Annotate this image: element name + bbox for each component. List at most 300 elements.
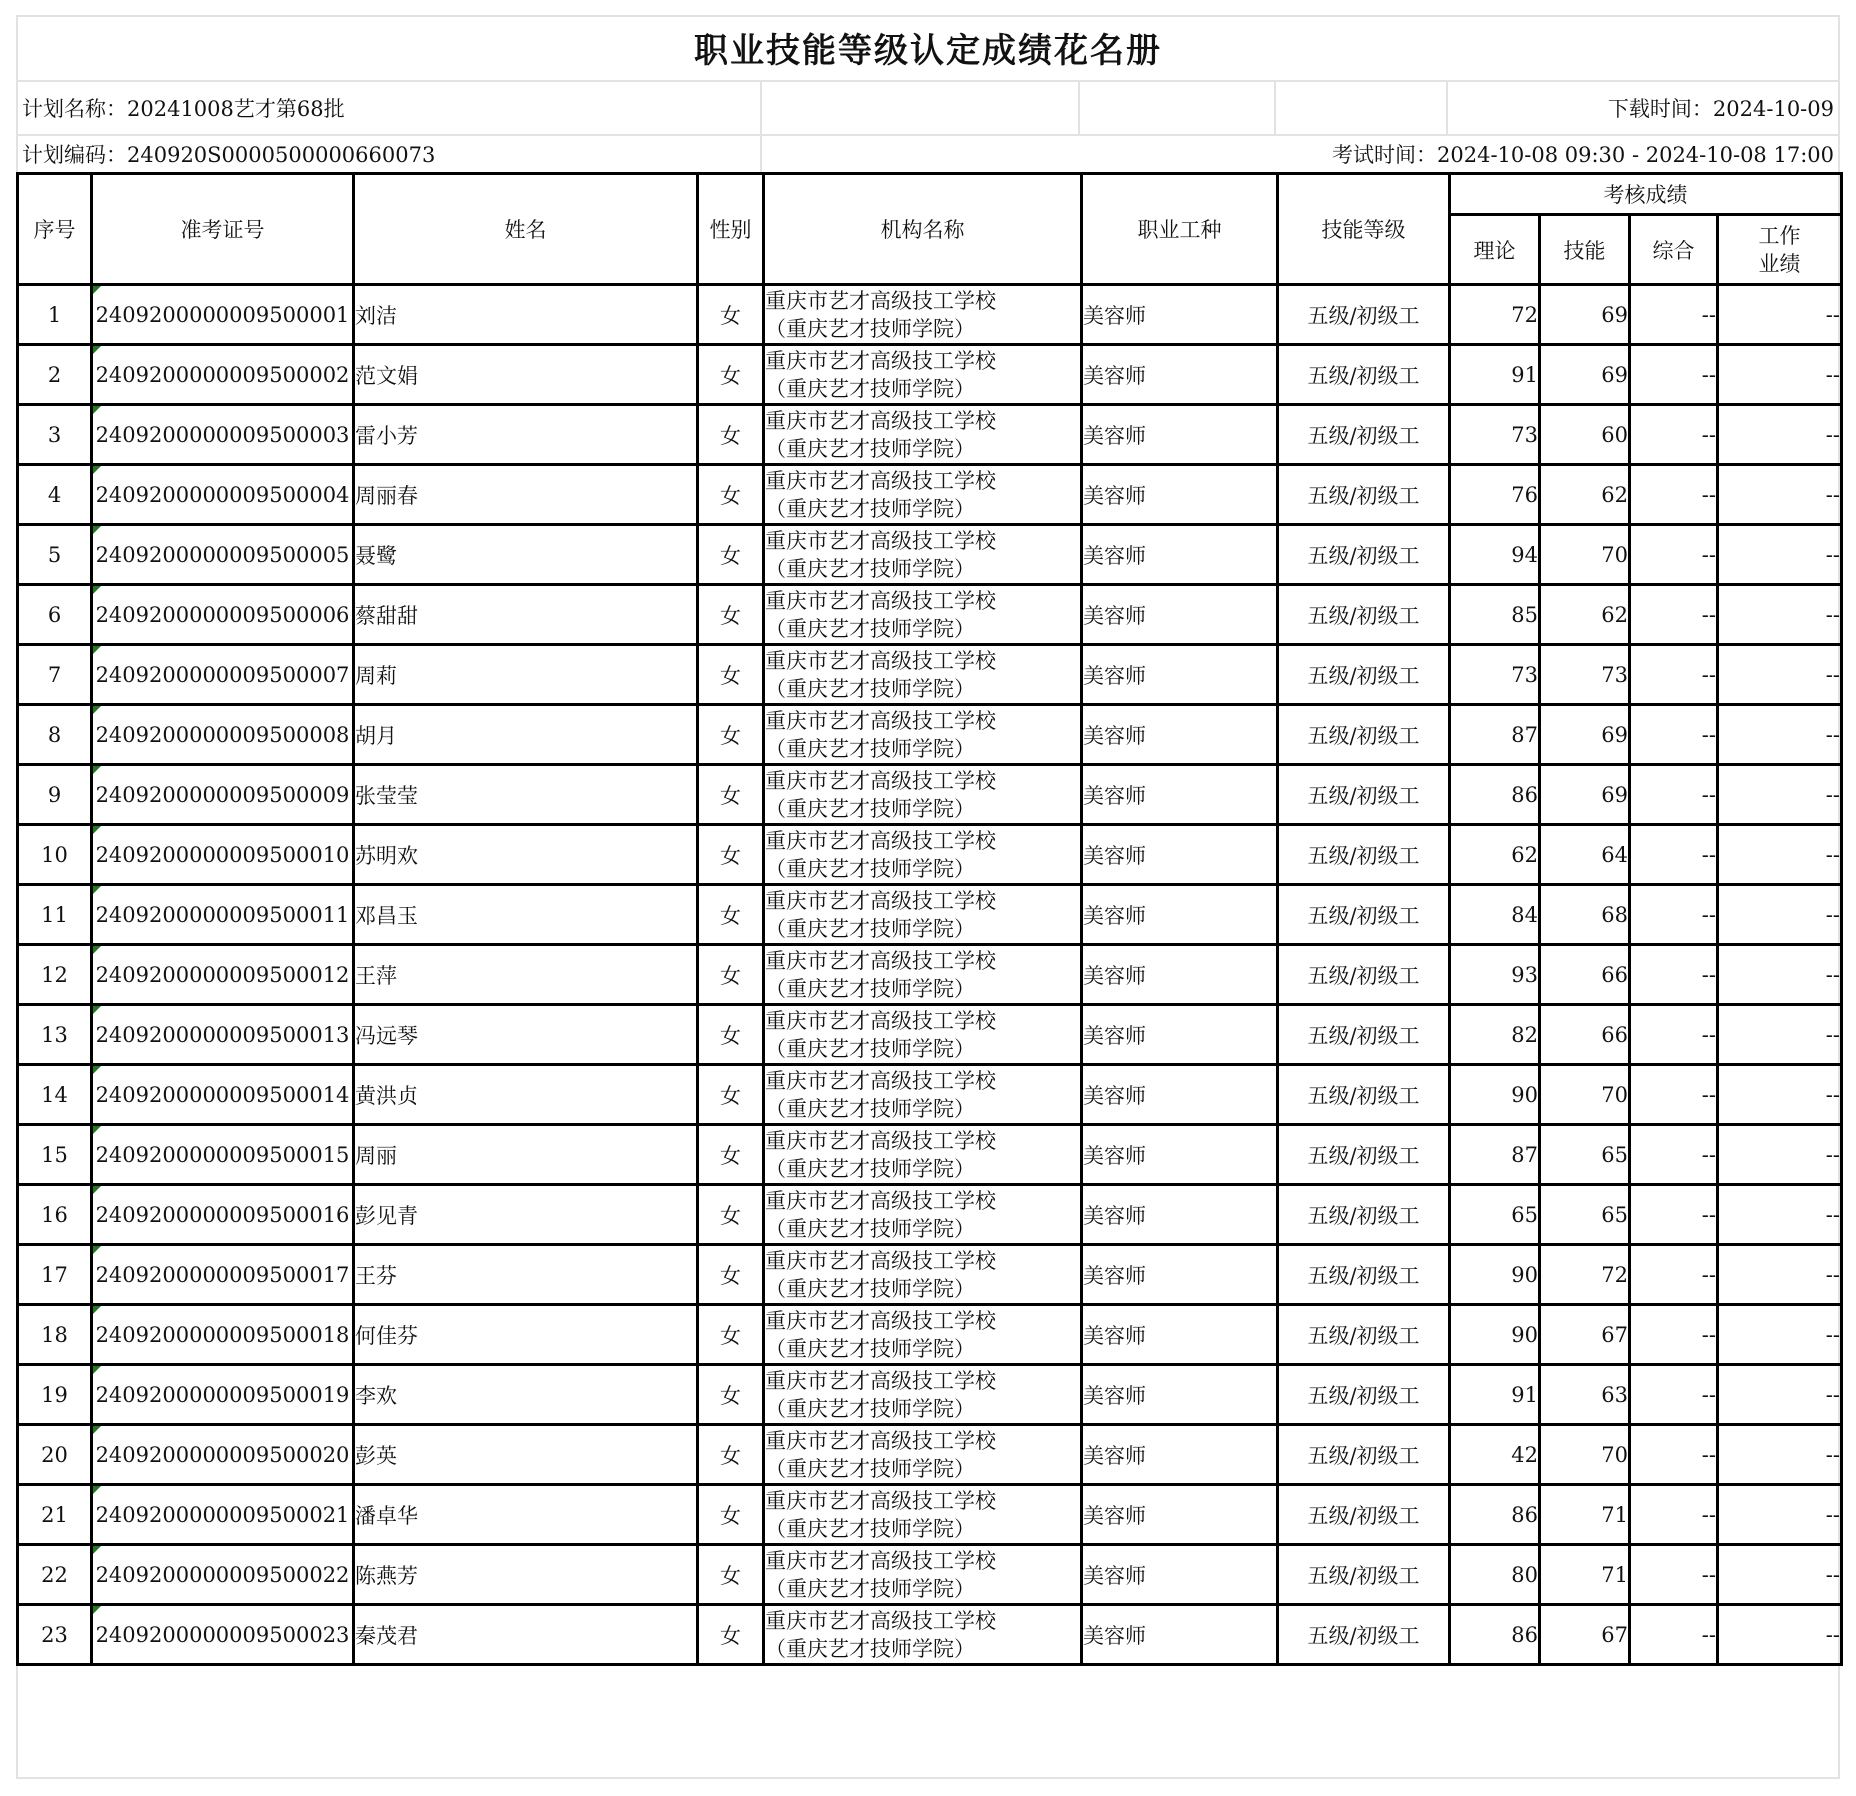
cell-work-performance: -- <box>1718 1005 1842 1065</box>
org-line2: （重庆艺才技师学院） <box>765 1036 975 1061</box>
text-format-marker-icon <box>93 1306 101 1314</box>
text-format-marker-icon <box>93 1366 101 1374</box>
col-header-seq: 序号 <box>18 174 92 285</box>
cell-level: 五级/初级工 <box>1278 585 1450 645</box>
cell-skill: 65 <box>1540 1185 1630 1245</box>
cell-exam-id[interactable]: 2409200000009500018 <box>92 1305 354 1365</box>
cell-org <box>764 285 1082 345</box>
text-format-marker-icon <box>93 1006 101 1014</box>
work-line2: 业绩 <box>1758 251 1801 276</box>
org-line2: （重庆艺才技师学院） <box>765 916 975 941</box>
cell-seq: 20 <box>18 1425 92 1485</box>
cell-occupation: 美容师 <box>1082 945 1278 1005</box>
cell-skill: 72 <box>1540 1245 1630 1305</box>
cell-occupation: 美容师 <box>1082 405 1278 465</box>
cell-org <box>764 405 1082 465</box>
cell-occupation: 美容师 <box>1082 1185 1278 1245</box>
org-line1: 重庆市艺才高级技工学校 <box>765 948 996 973</box>
cell-name: 秦茂君 <box>354 1605 698 1665</box>
cell-seq: 2 <box>18 345 92 405</box>
cell-skill: 65 <box>1540 1125 1630 1185</box>
cell-org <box>764 825 1082 885</box>
cell-level: 五级/初级工 <box>1278 405 1450 465</box>
cell-overall: -- <box>1630 1005 1718 1065</box>
cell-overall: -- <box>1630 1425 1718 1485</box>
cell-theory: 82 <box>1450 1005 1540 1065</box>
cell-exam-id[interactable]: 2409200000009500013 <box>92 1005 354 1065</box>
cell-exam-id[interactable]: 2409200000009500010 <box>92 825 354 885</box>
cell-theory: 91 <box>1450 1365 1540 1425</box>
table-row <box>18 285 1842 345</box>
cell-occupation: 美容师 <box>1082 825 1278 885</box>
cell-gender: 女 <box>698 285 764 345</box>
cell-gender: 女 <box>698 465 764 525</box>
col-header-work-performance <box>1718 215 1842 285</box>
cell-seq: 13 <box>18 1005 92 1065</box>
text-format-marker-icon <box>93 286 101 294</box>
cell-gender: 女 <box>698 705 764 765</box>
org-line1: 重庆市艺才高级技工学校 <box>765 1368 996 1393</box>
cell-theory: 84 <box>1450 885 1540 945</box>
table-row <box>18 765 1842 825</box>
org-line2: （重庆艺才技师学院） <box>765 496 975 521</box>
cell-seq: 12 <box>18 945 92 1005</box>
cell-work-performance: -- <box>1718 1245 1842 1305</box>
org-line1: 重庆市艺才高级技工学校 <box>765 648 996 673</box>
cell-occupation: 美容师 <box>1082 285 1278 345</box>
cell-gender: 女 <box>698 1365 764 1425</box>
cell-skill: 66 <box>1540 1005 1630 1065</box>
cell-seq: 17 <box>18 1245 92 1305</box>
cell-work-performance: -- <box>1718 945 1842 1005</box>
cell-theory: 62 <box>1450 825 1540 885</box>
org-line2: （重庆艺才技师学院） <box>765 976 975 1001</box>
cell-occupation: 美容师 <box>1082 1065 1278 1125</box>
cell-occupation: 美容师 <box>1082 885 1278 945</box>
cell-gender: 女 <box>698 345 764 405</box>
info-row-plan-code <box>16 136 1840 172</box>
org-line1: 重庆市艺才高级技工学校 <box>765 348 996 373</box>
table-row <box>18 705 1842 765</box>
cell-name: 彭见青 <box>354 1185 698 1245</box>
cell-name: 陈燕芳 <box>354 1545 698 1605</box>
cell-gender: 女 <box>698 765 764 825</box>
cell-name: 何佳芬 <box>354 1305 698 1365</box>
cell-occupation: 美容师 <box>1082 765 1278 825</box>
cell-overall: -- <box>1630 1125 1718 1185</box>
cell-seq: 22 <box>18 1545 92 1605</box>
cell-work-performance: -- <box>1718 1365 1842 1425</box>
cell-exam-id[interactable]: 2409200000009500007 <box>92 645 354 705</box>
org-line1: 重庆市艺才高级技工学校 <box>765 1068 996 1093</box>
cell-level: 五级/初级工 <box>1278 1485 1450 1545</box>
cell-level: 五级/初级工 <box>1278 285 1450 345</box>
cell-level: 五级/初级工 <box>1278 1245 1450 1305</box>
cell-overall: -- <box>1630 1545 1718 1605</box>
cell-gender: 女 <box>698 1125 764 1185</box>
cell-level: 五级/初级工 <box>1278 945 1450 1005</box>
cell-occupation: 美容师 <box>1082 705 1278 765</box>
cell-seq: 1 <box>18 285 92 345</box>
cell-gender: 女 <box>698 1545 764 1605</box>
table-row <box>18 1485 1842 1545</box>
table-row <box>18 645 1842 705</box>
cell-theory: 76 <box>1450 465 1540 525</box>
cell-org <box>764 885 1082 945</box>
grid-divider <box>1078 82 1080 134</box>
cell-exam-id[interactable]: 2409200000009500014 <box>92 1065 354 1125</box>
org-line2: （重庆艺才技师学院） <box>765 1576 975 1601</box>
org-line1: 重庆市艺才高级技工学校 <box>765 768 996 793</box>
cell-org <box>764 465 1082 525</box>
cell-work-performance: -- <box>1718 825 1842 885</box>
cell-exam-id[interactable]: 2409200000009500004 <box>92 465 354 525</box>
cell-exam-id[interactable]: 2409200000009500001 <box>92 285 354 345</box>
cell-org <box>764 1005 1082 1065</box>
text-format-marker-icon <box>93 1606 101 1614</box>
cell-name: 李欢 <box>354 1365 698 1425</box>
org-line2: （重庆艺才技师学院） <box>765 676 975 701</box>
org-line1: 重庆市艺才高级技工学校 <box>765 828 996 853</box>
org-line2: （重庆艺才技师学院） <box>765 1216 975 1241</box>
col-header-exam-id: 准考证号 <box>92 174 354 285</box>
cell-occupation: 美容师 <box>1082 525 1278 585</box>
table-row <box>18 585 1842 645</box>
cell-overall: -- <box>1630 1245 1718 1305</box>
cell-org <box>764 1125 1082 1185</box>
org-line2: （重庆艺才技师学院） <box>765 736 975 761</box>
cell-skill: 73 <box>1540 645 1630 705</box>
cell-gender: 女 <box>698 1485 764 1545</box>
cell-theory: 73 <box>1450 645 1540 705</box>
cell-org <box>764 705 1082 765</box>
cell-gender: 女 <box>698 945 764 1005</box>
org-line1: 重庆市艺才高级技工学校 <box>765 528 996 553</box>
table-row <box>18 1065 1842 1125</box>
cell-work-performance: -- <box>1718 285 1842 345</box>
cell-seq: 15 <box>18 1125 92 1185</box>
grid-divider <box>1274 82 1276 134</box>
cell-work-performance: -- <box>1718 1065 1842 1125</box>
org-line2: （重庆艺才技师学院） <box>765 1336 975 1361</box>
cell-exam-id[interactable]: 2409200000009500019 <box>92 1365 354 1425</box>
cell-overall: -- <box>1630 645 1718 705</box>
cell-org <box>764 1185 1082 1245</box>
table-row <box>18 1305 1842 1365</box>
cell-skill: 69 <box>1540 705 1630 765</box>
cell-gender: 女 <box>698 885 764 945</box>
cell-exam-id[interactable]: 2409200000009500020 <box>92 1425 354 1485</box>
cell-occupation: 美容师 <box>1082 1425 1278 1485</box>
cell-level: 五级/初级工 <box>1278 1425 1450 1485</box>
col-header-occupation: 职业工种 <box>1082 174 1278 285</box>
cell-level: 五级/初级工 <box>1278 645 1450 705</box>
cell-work-performance: -- <box>1718 1305 1842 1365</box>
cell-theory: 91 <box>1450 345 1540 405</box>
work-line1: 工作 <box>1758 223 1801 248</box>
cell-org <box>764 645 1082 705</box>
text-format-marker-icon <box>93 886 101 894</box>
cell-seq: 21 <box>18 1485 92 1545</box>
cell-work-performance: -- <box>1718 585 1842 645</box>
cell-name: 邓昌玉 <box>354 885 698 945</box>
cell-gender: 女 <box>698 825 764 885</box>
text-format-marker-icon <box>93 706 101 714</box>
cell-overall: -- <box>1630 1185 1718 1245</box>
cell-name: 冯远琴 <box>354 1005 698 1065</box>
cell-level: 五级/初级工 <box>1278 1005 1450 1065</box>
table-row <box>18 1245 1842 1305</box>
org-line1: 重庆市艺才高级技工学校 <box>765 1428 996 1453</box>
cell-gender: 女 <box>698 645 764 705</box>
col-header-overall: 综合 <box>1630 215 1718 285</box>
table-row <box>18 465 1842 525</box>
cell-level: 五级/初级工 <box>1278 345 1450 405</box>
cell-work-performance: -- <box>1718 345 1842 405</box>
cell-level: 五级/初级工 <box>1278 1365 1450 1425</box>
cell-org <box>764 1485 1082 1545</box>
cell-work-performance: -- <box>1718 465 1842 525</box>
table-row <box>18 1005 1842 1065</box>
cell-exam-id[interactable]: 2409200000009500008 <box>92 705 354 765</box>
download-time: 下载时间：2024-10-09 <box>1607 97 1834 121</box>
cell-name: 苏明欢 <box>354 825 698 885</box>
cell-exam-id[interactable]: 2409200000009500003 <box>92 405 354 465</box>
cell-exam-id[interactable]: 2409200000009500015 <box>92 1125 354 1185</box>
col-header-scores-group: 考核成绩 <box>1450 174 1842 215</box>
col-header-name: 姓名 <box>354 174 698 285</box>
cell-theory: 90 <box>1450 1245 1540 1305</box>
cell-exam-id[interactable]: 2409200000009500006 <box>92 585 354 645</box>
cell-skill: 69 <box>1540 765 1630 825</box>
org-line1: 重庆市艺才高级技工学校 <box>765 588 996 613</box>
cell-work-performance: -- <box>1718 1185 1842 1245</box>
cell-exam-id[interactable]: 2409200000009500023 <box>92 1605 354 1665</box>
cell-seq: 23 <box>18 1605 92 1665</box>
org-line2: （重庆艺才技师学院） <box>765 556 975 581</box>
cell-work-performance: -- <box>1718 1125 1842 1185</box>
table-row <box>18 1365 1842 1425</box>
org-line2: （重庆艺才技师学院） <box>765 1636 975 1661</box>
cell-overall: -- <box>1630 705 1718 765</box>
cell-skill: 71 <box>1540 1485 1630 1545</box>
cell-seq: 9 <box>18 765 92 825</box>
org-line1: 重庆市艺才高级技工学校 <box>765 1008 996 1033</box>
text-format-marker-icon <box>93 826 101 834</box>
text-format-marker-icon <box>93 526 101 534</box>
cell-org <box>764 1365 1082 1425</box>
cell-overall: -- <box>1630 765 1718 825</box>
cell-exam-id[interactable]: 2409200000009500022 <box>92 1545 354 1605</box>
cell-overall: -- <box>1630 465 1718 525</box>
cell-theory: 87 <box>1450 1125 1540 1185</box>
plan-code: 计划编码：240920S0000500000660073 <box>22 143 436 167</box>
cell-gender: 女 <box>698 1065 764 1125</box>
col-header-org: 机构名称 <box>764 174 1082 285</box>
cell-name: 聂鹭 <box>354 525 698 585</box>
cell-work-performance: -- <box>1718 645 1842 705</box>
cell-name: 张莹莹 <box>354 765 698 825</box>
cell-name: 刘洁 <box>354 285 698 345</box>
text-format-marker-icon <box>93 946 101 954</box>
table-row <box>18 885 1842 945</box>
roster-body <box>18 285 1842 1665</box>
cell-theory: 90 <box>1450 1065 1540 1125</box>
org-line2: （重庆艺才技师学院） <box>765 1456 975 1481</box>
cell-occupation: 美容师 <box>1082 1545 1278 1605</box>
cell-seq: 5 <box>18 525 92 585</box>
cell-level: 五级/初级工 <box>1278 1305 1450 1365</box>
org-line2: （重庆艺才技师学院） <box>765 316 975 341</box>
cell-theory: 85 <box>1450 585 1540 645</box>
org-line2: （重庆艺才技师学院） <box>765 1276 975 1301</box>
text-format-marker-icon <box>93 586 101 594</box>
cell-org <box>764 585 1082 645</box>
cell-seq: 11 <box>18 885 92 945</box>
org-line1: 重庆市艺才高级技工学校 <box>765 1608 996 1633</box>
cell-occupation: 美容师 <box>1082 1605 1278 1665</box>
cell-occupation: 美容师 <box>1082 1005 1278 1065</box>
table-row <box>18 345 1842 405</box>
cell-org <box>764 765 1082 825</box>
cell-exam-id[interactable]: 2409200000009500005 <box>92 525 354 585</box>
cell-exam-id[interactable]: 2409200000009500002 <box>92 345 354 405</box>
org-line2: （重庆艺才技师学院） <box>765 436 975 461</box>
cell-occupation: 美容师 <box>1082 1125 1278 1185</box>
cell-seq: 4 <box>18 465 92 525</box>
cell-occupation: 美容师 <box>1082 1305 1278 1365</box>
cell-overall: -- <box>1630 525 1718 585</box>
cell-exam-id[interactable]: 2409200000009500021 <box>92 1485 354 1545</box>
cell-level: 五级/初级工 <box>1278 1185 1450 1245</box>
cell-name: 蔡甜甜 <box>354 585 698 645</box>
cell-occupation: 美容师 <box>1082 465 1278 525</box>
cell-theory: 93 <box>1450 945 1540 1005</box>
cell-gender: 女 <box>698 1005 764 1065</box>
text-format-marker-icon <box>93 1486 101 1494</box>
col-header-theory: 理论 <box>1450 215 1540 285</box>
cell-theory: 86 <box>1450 1605 1540 1665</box>
cell-level: 五级/初级工 <box>1278 885 1450 945</box>
cell-seq: 14 <box>18 1065 92 1125</box>
table-row <box>18 1185 1842 1245</box>
grid-divider <box>760 82 762 134</box>
text-format-marker-icon <box>93 466 101 474</box>
cell-theory: 80 <box>1450 1545 1540 1605</box>
table-row <box>18 825 1842 885</box>
text-format-marker-icon <box>93 1066 101 1074</box>
cell-skill: 69 <box>1540 285 1630 345</box>
cell-org <box>764 1065 1082 1125</box>
cell-org <box>764 345 1082 405</box>
cell-overall: -- <box>1630 405 1718 465</box>
cell-gender: 女 <box>698 1305 764 1365</box>
cell-name: 周丽 <box>354 1125 698 1185</box>
cell-seq: 16 <box>18 1185 92 1245</box>
cell-gender: 女 <box>698 1245 764 1305</box>
org-line1: 重庆市艺才高级技工学校 <box>765 468 996 493</box>
cell-overall: -- <box>1630 585 1718 645</box>
org-line2: （重庆艺才技师学院） <box>765 616 975 641</box>
cell-occupation: 美容师 <box>1082 345 1278 405</box>
cell-level: 五级/初级工 <box>1278 825 1450 885</box>
cell-theory: 42 <box>1450 1425 1540 1485</box>
cell-theory: 90 <box>1450 1305 1540 1365</box>
cell-skill: 67 <box>1540 1305 1630 1365</box>
cell-seq: 19 <box>18 1365 92 1425</box>
cell-work-performance: -- <box>1718 765 1842 825</box>
org-line2: （重庆艺才技师学院） <box>765 1396 975 1421</box>
cell-overall: -- <box>1630 345 1718 405</box>
cell-level: 五级/初级工 <box>1278 1545 1450 1605</box>
text-format-marker-icon <box>93 1186 101 1194</box>
score-roster-table <box>16 172 1843 1666</box>
cell-exam-id[interactable]: 2409200000009500016 <box>92 1185 354 1245</box>
org-line2: （重庆艺才技师学院） <box>765 376 975 401</box>
cell-exam-id[interactable]: 2409200000009500009 <box>92 765 354 825</box>
cell-theory: 94 <box>1450 525 1540 585</box>
cell-name: 潘卓华 <box>354 1485 698 1545</box>
cell-work-performance: -- <box>1718 405 1842 465</box>
org-line1: 重庆市艺才高级技工学校 <box>765 1128 996 1153</box>
header-row <box>18 174 1842 215</box>
col-header-gender: 性别 <box>698 174 764 285</box>
page-title: 职业技能等级认定成绩花名册 <box>16 15 1840 82</box>
cell-seq: 10 <box>18 825 92 885</box>
text-format-marker-icon <box>93 1546 101 1554</box>
cell-seq: 18 <box>18 1305 92 1365</box>
cell-org <box>764 1545 1082 1605</box>
org-line1: 重庆市艺才高级技工学校 <box>765 1548 996 1573</box>
org-line1: 重庆市艺才高级技工学校 <box>765 1488 996 1513</box>
cell-exam-id[interactable]: 2409200000009500011 <box>92 885 354 945</box>
cell-name: 范文娟 <box>354 345 698 405</box>
text-format-marker-icon <box>93 1126 101 1134</box>
cell-work-performance: -- <box>1718 525 1842 585</box>
cell-name: 周莉 <box>354 645 698 705</box>
text-format-marker-icon <box>93 406 101 414</box>
cell-work-performance: -- <box>1718 705 1842 765</box>
cell-seq: 7 <box>18 645 92 705</box>
cell-org <box>764 1605 1082 1665</box>
table-row <box>18 1605 1842 1665</box>
cell-overall: -- <box>1630 945 1718 1005</box>
cell-gender: 女 <box>698 405 764 465</box>
cell-skill: 67 <box>1540 1605 1630 1665</box>
cell-work-performance: -- <box>1718 1545 1842 1605</box>
cell-level: 五级/初级工 <box>1278 1065 1450 1125</box>
cell-overall: -- <box>1630 285 1718 345</box>
cell-level: 五级/初级工 <box>1278 765 1450 825</box>
cell-gender: 女 <box>698 1425 764 1485</box>
col-header-level: 技能等级 <box>1278 174 1450 285</box>
text-format-marker-icon <box>93 1426 101 1434</box>
cell-occupation: 美容师 <box>1082 1485 1278 1545</box>
cell-skill: 62 <box>1540 465 1630 525</box>
cell-name: 周丽春 <box>354 465 698 525</box>
text-format-marker-icon <box>93 646 101 654</box>
org-line1: 重庆市艺才高级技工学校 <box>765 408 996 433</box>
cell-skill: 60 <box>1540 405 1630 465</box>
cell-exam-id[interactable]: 2409200000009500012 <box>92 945 354 1005</box>
cell-org <box>764 1425 1082 1485</box>
cell-org <box>764 525 1082 585</box>
cell-overall: -- <box>1630 1605 1718 1665</box>
cell-name: 王芬 <box>354 1245 698 1305</box>
cell-seq: 8 <box>18 705 92 765</box>
cell-exam-id[interactable]: 2409200000009500017 <box>92 1245 354 1305</box>
org-line2: （重庆艺才技师学院） <box>765 1096 975 1121</box>
